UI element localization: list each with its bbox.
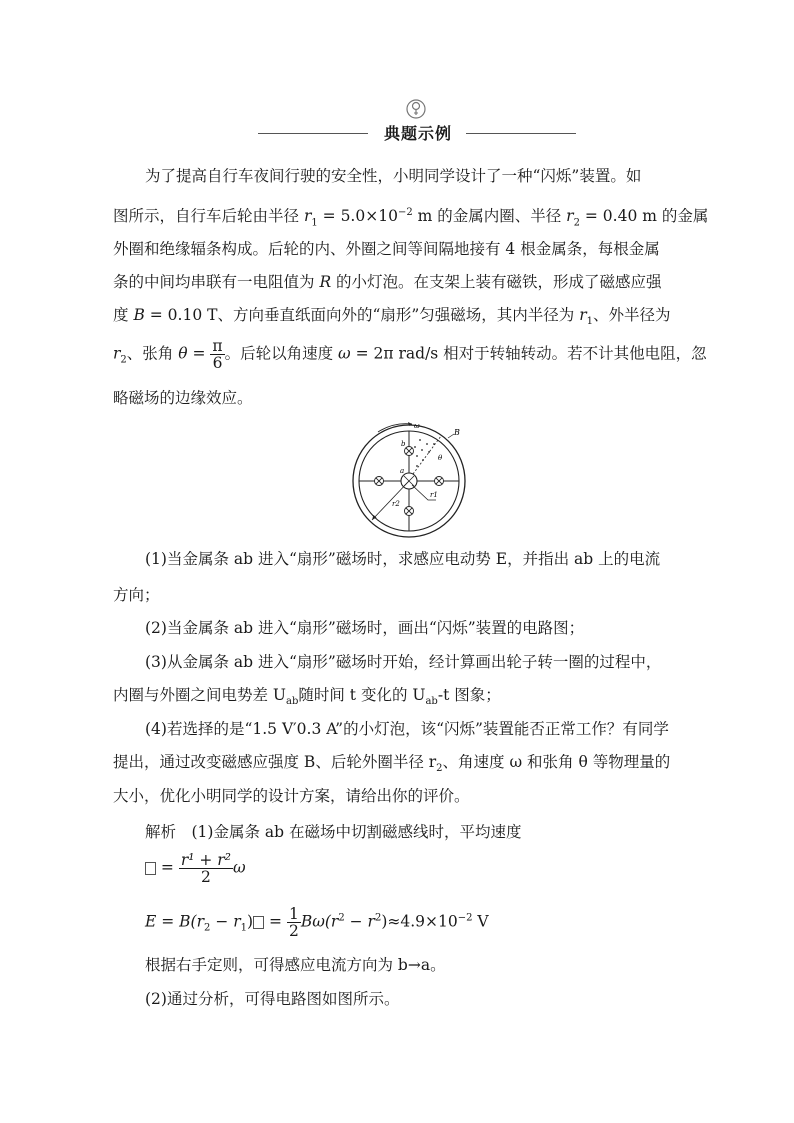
question-2: (2)当金属条 ab 进入“扇形”磁场时，画出“闪烁”装置的电路图；	[145, 619, 585, 637]
bulb-right	[435, 477, 444, 486]
solution-part-2: (2)通过分析，可得电路图如图所示。	[145, 990, 400, 1008]
solution-heading: 解析 (1)金属条 ab 在磁场中切割磁感线时，平均速度	[145, 823, 522, 841]
question-3-line-2: 内圈与外圈之间电势差 $U_{ab}$随时间 t 变化的 $U_{ab}-t$ 图象；	[113, 686, 501, 708]
label-r1: r1	[430, 491, 438, 499]
half-fraction: $\frac{1}{2}$	[288, 905, 299, 940]
bulb-left	[375, 477, 384, 486]
problem-line-7: 略磁场的边缘效应。	[113, 389, 253, 407]
header-rule-right	[466, 133, 576, 134]
problem-line-1: 为了提高自行车夜间行驶的安全性，小明同学设计了一种“闪烁”装置。如	[145, 167, 642, 185]
r2-pointer	[372, 481, 409, 520]
bulb-bottom	[405, 507, 414, 516]
lightbulb-icon	[405, 98, 427, 120]
v-bar-symbol	[145, 862, 156, 875]
bulb-top	[405, 447, 414, 456]
label-b: b	[401, 440, 406, 448]
question-4-line-1: (4)若选择的是“1.5 V′0.3 A”的小灯泡，该“闪烁”装置能否正常工作？有同学	[145, 720, 669, 738]
section-header	[258, 98, 576, 150]
problem-line-4: 条的中间均串联有一电阻值为 R 的小灯泡。在支架上装有磁铁，形成了磁感应强	[113, 273, 662, 291]
theta-fraction: $\frac{\pi}{6}$	[212, 337, 223, 372]
question-4-line-3: 大小，优化小明同学的设计方案，请给出你的评价。	[113, 787, 470, 805]
problem-line-3: 外圈和绝缘辐条构成。后轮的内、外圈之间等间隔地接有 4 根金属条，每根金属	[113, 240, 660, 258]
velocity-formula: = $\frac{\text{r¹ + r²}}{2}$ ω	[145, 852, 246, 885]
problem-line-6: $r_2$、张角 θ = $\frac{\pi}{6}$ 。后轮以角速度 ω = 2π rad/s 相对于转轴转动。若不计其他电阻，忽	[113, 337, 707, 372]
label-B: B	[454, 428, 460, 437]
label-theta: θ	[438, 454, 443, 462]
velocity-fraction: $\frac{\text{r¹ + r²}}{2}$	[180, 851, 231, 886]
label-omega: ω	[414, 422, 420, 430]
v-bar-symbol-2	[253, 916, 264, 929]
question-1-line-1: (1)当金属条 ab 进入“扇形”磁场时，求感应电动势 E，并指出 ab 上的电流	[145, 550, 661, 568]
problem-line-2: 图所示，自行车后轮由半径 $r_1 = 5.0\times 10^{-2}$ m 的金属内圈、半径 $r_2 = 0.40$ m 的金属	[113, 207, 709, 229]
label-a: a	[400, 467, 405, 475]
emf-formula: $E = B(r_2 - r_1)$ = $\frac{1}{2}$ $B\omega(r^2 - r^2)\approx 4.9\times 10^{-2}$ V	[145, 905, 489, 940]
problem-line-5: 度 B = 0.10 T、方向垂直纸面向外的“扇形”匀强磁场，其内半径为 $r_1$、外半径为	[113, 306, 671, 328]
right-hand-rule: 根据右手定则，可得感应电流方向为 b→a。	[145, 956, 446, 974]
wheel-diagram	[350, 420, 468, 542]
magnetic-field-dots	[414, 439, 435, 467]
label-r2: r2	[392, 500, 400, 508]
sector-edge	[413, 436, 441, 474]
question-3-line-1: (3)从金属条 ab 进入“扇形”磁场时开始，经计算画出轮子转一圈的过程中，	[145, 653, 662, 671]
question-4-line-2: 提出，通过改变磁感应强度 B、后轮外圈半径 $r_2$、角速度 ω 和张角 θ 等物理量的	[113, 753, 671, 775]
section-title: 典题示例	[383, 124, 452, 143]
header-rule-left	[258, 133, 368, 134]
question-1-line-2: 方向；	[113, 586, 160, 604]
